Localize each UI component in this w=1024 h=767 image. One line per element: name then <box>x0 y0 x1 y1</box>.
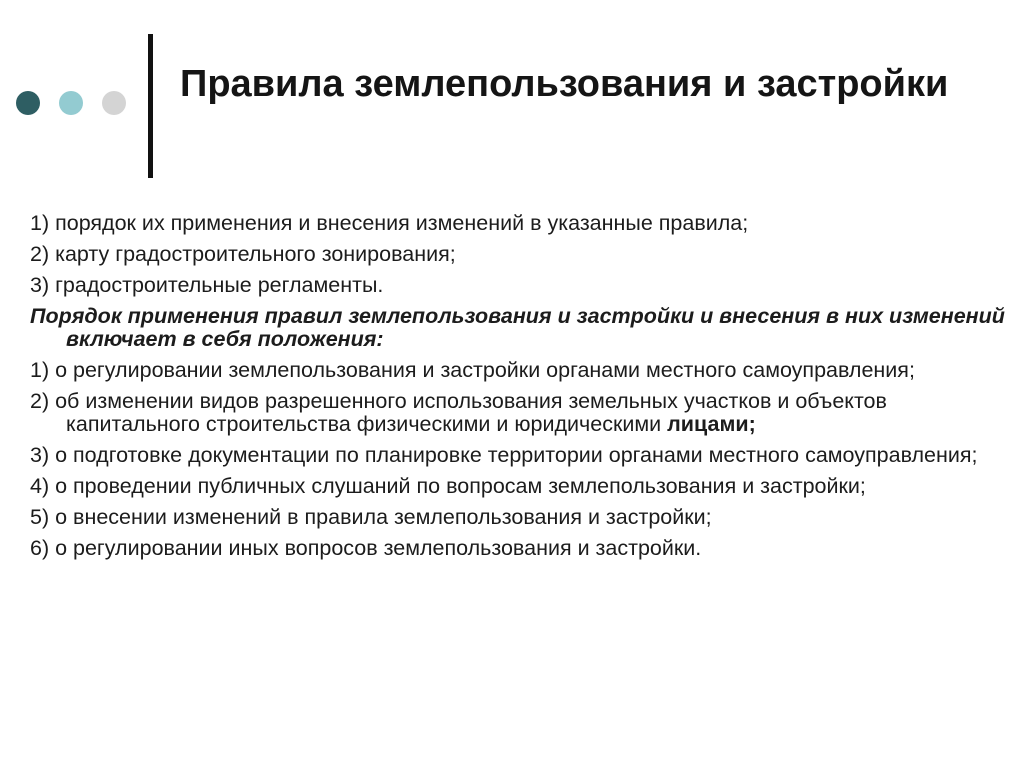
decorative-dots <box>16 91 126 115</box>
list-item <box>30 390 1005 436</box>
list-item: 1) порядок их применения и внесения изменений в указанные правила; <box>30 211 749 235</box>
list-item-bold-tail: лицами; <box>667 412 756 436</box>
dot-light-teal <box>59 91 83 115</box>
dot-dark-teal <box>16 91 40 115</box>
slide-body-list <box>30 212 1005 568</box>
list-item: 2) карту градостроительного зонирования; <box>30 242 456 266</box>
list-item: 6) о регулировании иных вопросов землепользования и застройки. <box>30 536 702 560</box>
title-divider-bar <box>148 34 153 178</box>
list-item: 3) о подготовке документации по планировке территории органами местного самоуправления; <box>30 443 978 467</box>
list-item: 5) о внесении изменений в правила землепользования и застройки; <box>30 505 712 529</box>
section-heading: Порядок применения правил землепользования и застройки и внесения в них изменений включает в себя положения: <box>30 304 1005 351</box>
list-item: 1) о регулировании землепользования и застройки органами местного самоуправления; <box>30 358 915 382</box>
slide-title: Правила землепользования и застройки <box>180 63 949 105</box>
list-item: 3) градостроительные регламенты. <box>30 273 384 297</box>
list-item: 4) о проведении публичных слушаний по вопросам землепользования и застройки; <box>30 474 866 498</box>
list-item-text: 2) об изменении видов разрешенного использования земельных участков и объектов капитального строительства физическими и юридическими <box>30 389 887 436</box>
dot-light-gray <box>102 91 126 115</box>
